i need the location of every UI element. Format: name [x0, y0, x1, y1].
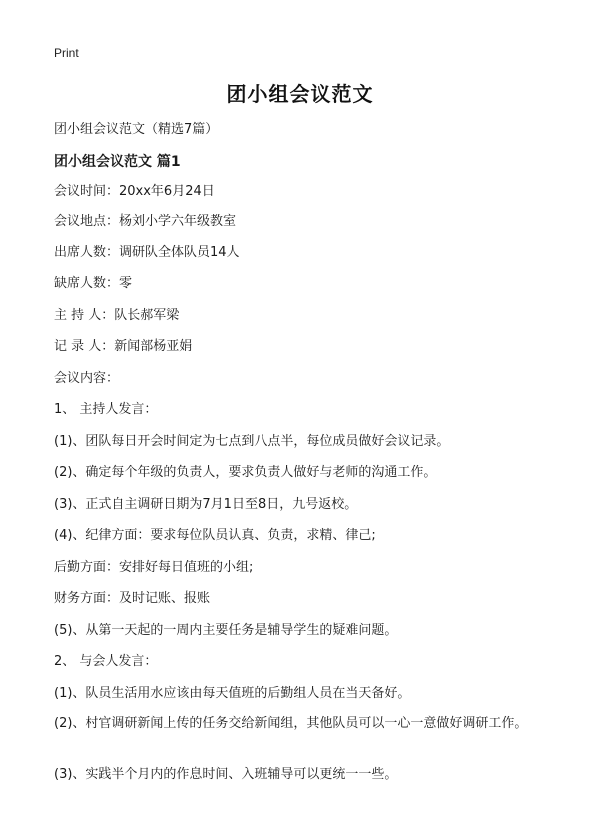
section-title: 团小组会议范文 篇1: [54, 154, 181, 170]
host-speech-label: 1、 主持人发言：: [54, 402, 158, 417]
host-item-6: 财务方面：及时记账、报账: [54, 591, 211, 606]
recorder: 记 录 人：新闻部杨亚娟: [54, 339, 193, 354]
attendee-item-2: (2)、村官调研新闻上传的任务交给新闻组，其他队员可以一心一意做好调研工作。: [54, 716, 528, 731]
attendee-speech-label: 2、 与会人发言：: [54, 654, 158, 669]
meeting-time: 会议时间：20xx年6月24日: [54, 184, 215, 199]
host-item-7: (5)、从第一天起的一周内主要任务是辅导学生的疑难问题。: [54, 623, 398, 638]
host-item-2: (2)、确定每个年级的负责人，要求负责人做好与老师的沟通工作。: [54, 465, 437, 480]
attendees: 出席人数：调研队全体队员14人: [54, 245, 240, 260]
print-label: Print: [54, 46, 79, 60]
absentees: 缺席人数：零: [54, 276, 133, 291]
attendee-item-3: (3)、实践半个月内的作息时间、入班辅导可以更统一一些。: [54, 767, 398, 782]
host-item-4: (4)、纪律方面：要求每位队员认真、负责，求精、律己;: [54, 528, 376, 543]
host-item-5: 后勤方面：安排好每日值班的小组;: [54, 560, 254, 575]
host: 主 持 人：队长郝军梁: [54, 308, 180, 323]
document-subtitle: 团小组会议范文（精选7篇）: [54, 122, 219, 137]
host-item-1: (1)、团队每日开会时间定为七点到八点半，每位成员做好会议记录。: [54, 434, 450, 449]
content-label: 会议内容：: [54, 371, 120, 386]
host-item-3: (3)、正式自主调研日期为7月1日至8日，九号返校。: [54, 497, 358, 512]
document-title: 团小组会议范文: [226, 82, 374, 106]
attendee-item-1: (1)、队员生活用水应该由每天值班的后勤组人员在当天备好。: [54, 686, 411, 701]
meeting-place: 会议地点：杨刘小学六年级教室: [54, 214, 237, 229]
